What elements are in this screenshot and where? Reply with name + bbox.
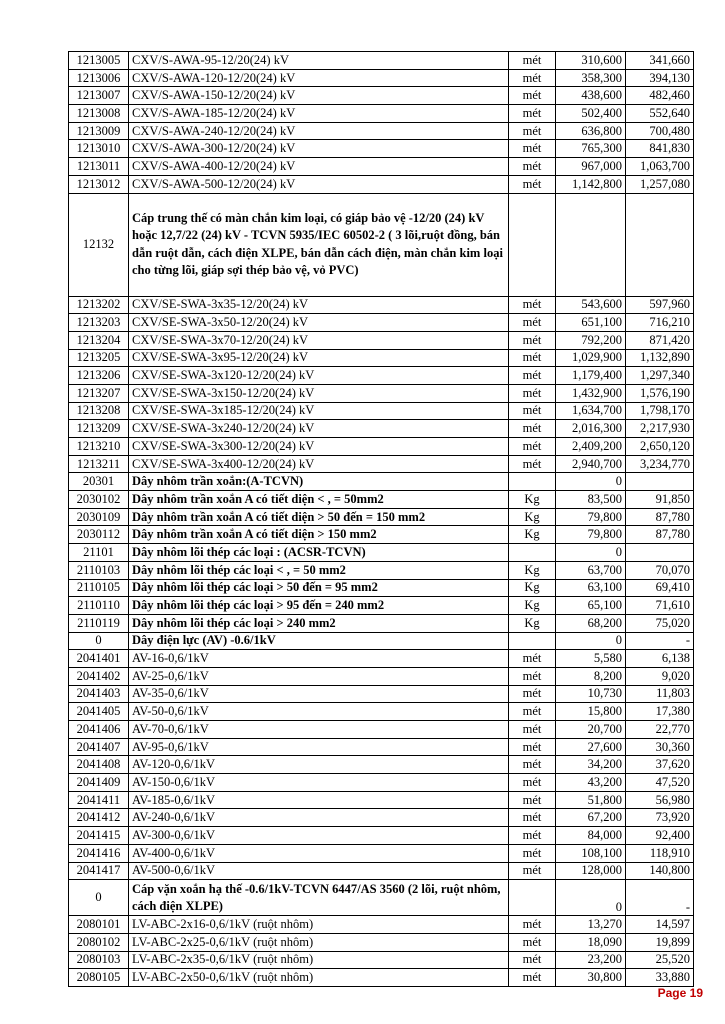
- unit-cell: mét: [509, 827, 556, 845]
- unit-cell: mét: [509, 685, 556, 703]
- unit-cell: mét: [509, 314, 556, 332]
- price-after-tax-cell: [626, 473, 694, 491]
- price-after-tax-cell: 87,780: [626, 508, 694, 526]
- price-before-tax-cell: 83,500: [556, 491, 626, 509]
- price-after-tax-cell: 30,360: [626, 738, 694, 756]
- item-name-cell: CXV/SE-SWA-3x50-12/20(24) kV: [129, 314, 509, 332]
- unit-cell: mét: [509, 105, 556, 123]
- item-name-cell: CXV/S-AWA-150-12/20(24) kV: [129, 87, 509, 105]
- unit-cell: mét: [509, 455, 556, 473]
- price-before-tax-cell: 502,400: [556, 105, 626, 123]
- price-after-tax-cell: 37,620: [626, 756, 694, 774]
- item-name-cell: Dây nhôm trần xoắn:(A-TCVN): [129, 473, 509, 491]
- price-after-tax-cell: 70,070: [626, 561, 694, 579]
- table-row: [69, 175, 694, 193]
- price-after-tax-cell: 17,380: [626, 703, 694, 721]
- table-row: [69, 314, 694, 332]
- item-name-cell: AV-25-0,6/1kV: [129, 667, 509, 685]
- table-row: [69, 756, 694, 774]
- item-code-cell: 2030112: [69, 526, 129, 544]
- item-code-cell: 2041405: [69, 703, 129, 721]
- unit-cell: mét: [509, 738, 556, 756]
- item-name-cell: AV-240-0,6/1kV: [129, 809, 509, 827]
- unit-cell: mét: [509, 844, 556, 862]
- price-before-tax-cell: 2,409,200: [556, 438, 626, 456]
- item-name-cell: Dây nhôm lõi thép các loại > 50 đến = 95 mm2: [129, 579, 509, 597]
- item-name-cell: Dây nhôm lõi thép các loại > 95 đến = 240 mm2: [129, 597, 509, 615]
- item-code-cell: 1213010: [69, 140, 129, 158]
- item-code-cell: 2041406: [69, 721, 129, 739]
- item-name-cell: Dây nhôm trần xoắn A có tiết diện < , = 50mm2: [129, 491, 509, 509]
- item-code-cell: 1213009: [69, 122, 129, 140]
- unit-cell: [509, 544, 556, 562]
- unit-cell: mét: [509, 122, 556, 140]
- item-code-cell: 2041407: [69, 738, 129, 756]
- price-before-tax-cell: 43,200: [556, 774, 626, 792]
- item-code-cell: 1213005: [69, 52, 129, 70]
- price-after-tax-cell: 394,130: [626, 69, 694, 87]
- item-name-cell: Dây nhôm lõi thép các loại : (ACSR-TCVN): [129, 544, 509, 562]
- table-row: [69, 52, 694, 70]
- price-before-tax-cell: 23,200: [556, 951, 626, 969]
- price-after-tax-cell: -: [626, 880, 694, 916]
- price-before-tax-cell: 792,200: [556, 331, 626, 349]
- price-before-tax-cell: 0: [556, 632, 626, 650]
- price-after-tax-cell: 341,660: [626, 52, 694, 70]
- table-row: [69, 774, 694, 792]
- price-before-tax-cell: 27,600: [556, 738, 626, 756]
- price-after-tax-cell: 1,257,080: [626, 175, 694, 193]
- unit-cell: mét: [509, 384, 556, 402]
- price-before-tax-cell: 30,800: [556, 969, 626, 987]
- price-before-tax-cell: [556, 193, 626, 296]
- table-row: [69, 455, 694, 473]
- unit-cell: Kg: [509, 508, 556, 526]
- table-row: [69, 597, 694, 615]
- item-code-cell: 21101: [69, 544, 129, 562]
- price-after-tax-cell: [626, 193, 694, 296]
- item-code-cell: 2080105: [69, 969, 129, 987]
- price-before-tax-cell: 1,179,400: [556, 367, 626, 385]
- unit-cell: mét: [509, 140, 556, 158]
- price-before-tax-cell: 67,200: [556, 809, 626, 827]
- price-before-tax-cell: 0: [556, 473, 626, 491]
- item-name-cell: CXV/SE-SWA-3x35-12/20(24) kV: [129, 296, 509, 314]
- price-before-tax-cell: 651,100: [556, 314, 626, 332]
- table-row: [69, 880, 694, 916]
- price-after-tax-cell: 841,830: [626, 140, 694, 158]
- table-row: [69, 916, 694, 934]
- price-before-tax-cell: 63,100: [556, 579, 626, 597]
- item-name-cell: AV-16-0,6/1kV: [129, 650, 509, 668]
- unit-cell: Kg: [509, 614, 556, 632]
- price-table: [68, 51, 694, 987]
- unit-cell: Kg: [509, 597, 556, 615]
- price-before-tax-cell: 543,600: [556, 296, 626, 314]
- item-code-cell: 2041412: [69, 809, 129, 827]
- item-code-cell: 2110103: [69, 561, 129, 579]
- table-row: [69, 544, 694, 562]
- page-number: Page 19: [657, 986, 703, 1000]
- item-code-cell: 2110119: [69, 614, 129, 632]
- unit-cell: mét: [509, 69, 556, 87]
- item-name-cell: AV-150-0,6/1kV: [129, 774, 509, 792]
- table-row: [69, 703, 694, 721]
- price-before-tax-cell: 15,800: [556, 703, 626, 721]
- item-name-cell: AV-50-0,6/1kV: [129, 703, 509, 721]
- price-before-tax-cell: 636,800: [556, 122, 626, 140]
- unit-cell: mét: [509, 862, 556, 880]
- unit-cell: Kg: [509, 526, 556, 544]
- item-name-cell: AV-300-0,6/1kV: [129, 827, 509, 845]
- price-before-tax-cell: 79,800: [556, 508, 626, 526]
- unit-cell: mét: [509, 774, 556, 792]
- price-after-tax-cell: -: [626, 632, 694, 650]
- item-name-cell: CXV/S-AWA-95-12/20(24) kV: [129, 52, 509, 70]
- price-before-tax-cell: 358,300: [556, 69, 626, 87]
- price-after-tax-cell: 22,770: [626, 721, 694, 739]
- table-row: [69, 844, 694, 862]
- item-name-cell: LV-ABC-2x16-0,6/1kV (ruột nhôm): [129, 916, 509, 934]
- price-after-tax-cell: 69,410: [626, 579, 694, 597]
- table-row: [69, 685, 694, 703]
- unit-cell: mét: [509, 667, 556, 685]
- unit-cell: mét: [509, 791, 556, 809]
- item-name-cell: LV-ABC-2x25-0,6/1kV (ruột nhôm): [129, 933, 509, 951]
- item-name-cell: CXV/SE-SWA-3x300-12/20(24) kV: [129, 438, 509, 456]
- unit-cell: mét: [509, 331, 556, 349]
- item-code-cell: 2041408: [69, 756, 129, 774]
- item-code-cell: 2080102: [69, 933, 129, 951]
- unit-cell: mét: [509, 367, 556, 385]
- item-code-cell: 1213208: [69, 402, 129, 420]
- item-name-cell: CXV/SE-SWA-3x400-12/20(24) kV: [129, 455, 509, 473]
- unit-cell: mét: [509, 402, 556, 420]
- price-before-tax-cell: 13,270: [556, 916, 626, 934]
- table-row: [69, 862, 694, 880]
- unit-cell: [509, 473, 556, 491]
- price-after-tax-cell: 3,234,770: [626, 455, 694, 473]
- item-code-cell: 12132: [69, 193, 129, 296]
- price-after-tax-cell: 6,138: [626, 650, 694, 668]
- price-before-tax-cell: 128,000: [556, 862, 626, 880]
- table-row: [69, 526, 694, 544]
- price-before-tax-cell: 2,016,300: [556, 420, 626, 438]
- price-after-tax-cell: 716,210: [626, 314, 694, 332]
- table-row: [69, 69, 694, 87]
- price-after-tax-cell: 552,640: [626, 105, 694, 123]
- table-row: [69, 614, 694, 632]
- table-row: [69, 87, 694, 105]
- price-after-tax-cell: 73,920: [626, 809, 694, 827]
- table-row: [69, 367, 694, 385]
- unit-cell: mét: [509, 969, 556, 987]
- item-name-cell: CXV/S-AWA-300-12/20(24) kV: [129, 140, 509, 158]
- table-row: [69, 420, 694, 438]
- price-before-tax-cell: 1,029,900: [556, 349, 626, 367]
- price-after-tax-cell: 1,063,700: [626, 158, 694, 176]
- price-before-tax-cell: 18,090: [556, 933, 626, 951]
- item-code-cell: 1213209: [69, 420, 129, 438]
- price-before-tax-cell: 967,000: [556, 158, 626, 176]
- price-after-tax-cell: 25,520: [626, 951, 694, 969]
- item-code-cell: 0: [69, 632, 129, 650]
- table-row: [69, 158, 694, 176]
- item-name-cell: AV-400-0,6/1kV: [129, 844, 509, 862]
- unit-cell: mét: [509, 933, 556, 951]
- price-before-tax-cell: 438,600: [556, 87, 626, 105]
- item-code-cell: 2041416: [69, 844, 129, 862]
- item-code-cell: 2041409: [69, 774, 129, 792]
- item-code-cell: 1213008: [69, 105, 129, 123]
- price-before-tax-cell: 765,300: [556, 140, 626, 158]
- price-before-tax-cell: 108,100: [556, 844, 626, 862]
- item-code-cell: 1213210: [69, 438, 129, 456]
- unit-cell: mét: [509, 87, 556, 105]
- table-row: [69, 193, 694, 296]
- price-after-tax-cell: 14,597: [626, 916, 694, 934]
- unit-cell: mét: [509, 809, 556, 827]
- item-name-cell: AV-35-0,6/1kV: [129, 685, 509, 703]
- price-before-tax-cell: 1,142,800: [556, 175, 626, 193]
- item-code-cell: 2041411: [69, 791, 129, 809]
- item-name-cell: CXV/S-AWA-400-12/20(24) kV: [129, 158, 509, 176]
- item-code-cell: 2041403: [69, 685, 129, 703]
- price-before-tax-cell: 20,700: [556, 721, 626, 739]
- price-before-tax-cell: 0: [556, 544, 626, 562]
- unit-cell: [509, 880, 556, 916]
- unit-cell: mét: [509, 721, 556, 739]
- table-row: [69, 579, 694, 597]
- price-after-tax-cell: 75,020: [626, 614, 694, 632]
- table-row: [69, 632, 694, 650]
- unit-cell: [509, 632, 556, 650]
- unit-cell: mét: [509, 52, 556, 70]
- table-row: [69, 491, 694, 509]
- table-row: [69, 791, 694, 809]
- item-code-cell: 1213206: [69, 367, 129, 385]
- price-after-tax-cell: 482,460: [626, 87, 694, 105]
- table-row: [69, 331, 694, 349]
- item-name-cell: CXV/SE-SWA-3x185-12/20(24) kV: [129, 402, 509, 420]
- item-code-cell: 1213207: [69, 384, 129, 402]
- table-row: [69, 384, 694, 402]
- price-after-tax-cell: 140,800: [626, 862, 694, 880]
- price-after-tax-cell: [626, 544, 694, 562]
- item-name-cell: CXV/S-AWA-240-12/20(24) kV: [129, 122, 509, 140]
- table-row: [69, 296, 694, 314]
- price-before-tax-cell: 0: [556, 880, 626, 916]
- table-row: [69, 809, 694, 827]
- item-code-cell: 2080103: [69, 951, 129, 969]
- table-row: [69, 105, 694, 123]
- item-code-cell: 1213007: [69, 87, 129, 105]
- price-after-tax-cell: 87,780: [626, 526, 694, 544]
- item-code-cell: 1213211: [69, 455, 129, 473]
- price-before-tax-cell: 5,580: [556, 650, 626, 668]
- item-name-cell: AV-70-0,6/1kV: [129, 721, 509, 739]
- price-before-tax-cell: 51,800: [556, 791, 626, 809]
- item-code-cell: 2030102: [69, 491, 129, 509]
- item-name-cell: Cáp trung thế có màn chắn kim loại, có giáp bảo vệ -12/20 (24) kV hoặc 12,7/22 (24) kV - TCVN 5935/IEC 60502-2 ( 3 lõi,ruột đồng, bán dẫn ruột dẫn, cách điện XLPE, bán dẫn cách điện, màn chắn kim loại cho từng lõi, giáp sợi thép bảo vệ, vỏ PVC): [129, 193, 509, 296]
- price-after-tax-cell: 700,480: [626, 122, 694, 140]
- item-name-cell: CXV/SE-SWA-3x150-12/20(24) kV: [129, 384, 509, 402]
- item-name-cell: AV-95-0,6/1kV: [129, 738, 509, 756]
- table-row: [69, 473, 694, 491]
- price-after-tax-cell: 871,420: [626, 331, 694, 349]
- item-code-cell: 1213205: [69, 349, 129, 367]
- table-row: [69, 140, 694, 158]
- price-before-tax-cell: 1,432,900: [556, 384, 626, 402]
- item-code-cell: 1213011: [69, 158, 129, 176]
- price-after-tax-cell: 2,217,930: [626, 420, 694, 438]
- item-code-cell: 2110110: [69, 597, 129, 615]
- table-row: [69, 969, 694, 987]
- price-after-tax-cell: 2,650,120: [626, 438, 694, 456]
- price-before-tax-cell: 34,200: [556, 756, 626, 774]
- item-code-cell: 2041417: [69, 862, 129, 880]
- item-name-cell: CXV/SE-SWA-3x70-12/20(24) kV: [129, 331, 509, 349]
- unit-cell: mét: [509, 158, 556, 176]
- item-name-cell: AV-120-0,6/1kV: [129, 756, 509, 774]
- item-code-cell: 2030109: [69, 508, 129, 526]
- price-after-tax-cell: 92,400: [626, 827, 694, 845]
- item-name-cell: CXV/S-AWA-500-12/20(24) kV: [129, 175, 509, 193]
- price-before-tax-cell: 84,000: [556, 827, 626, 845]
- table-row: [69, 721, 694, 739]
- price-after-tax-cell: 56,980: [626, 791, 694, 809]
- table-row: [69, 438, 694, 456]
- item-code-cell: 2080101: [69, 916, 129, 934]
- unit-cell: Kg: [509, 579, 556, 597]
- item-name-cell: Dây nhôm trần xoắn A có tiết diện > 150 mm2: [129, 526, 509, 544]
- unit-cell: mét: [509, 296, 556, 314]
- price-before-tax-cell: 65,100: [556, 597, 626, 615]
- item-name-cell: Dây nhôm trần xoắn A có tiết diện > 50 đến = 150 mm2: [129, 508, 509, 526]
- item-name-cell: LV-ABC-2x35-0,6/1kV (ruột nhôm): [129, 951, 509, 969]
- item-name-cell: LV-ABC-2x50-0,6/1kV (ruột nhôm): [129, 969, 509, 987]
- price-after-tax-cell: 33,880: [626, 969, 694, 987]
- price-after-tax-cell: 1,132,890: [626, 349, 694, 367]
- item-code-cell: 2041415: [69, 827, 129, 845]
- item-name-cell: Cáp vặn xoắn hạ thế -0.6/1kV-TCVN 6447/AS 3560 (2 lõi, ruột nhôm, cách điện XLPE): [129, 880, 509, 916]
- unit-cell: mét: [509, 175, 556, 193]
- price-after-tax-cell: 71,610: [626, 597, 694, 615]
- table-row: [69, 508, 694, 526]
- item-code-cell: 1213204: [69, 331, 129, 349]
- unit-cell: mét: [509, 951, 556, 969]
- item-name-cell: CXV/SE-SWA-3x95-12/20(24) kV: [129, 349, 509, 367]
- item-code-cell: 1213006: [69, 69, 129, 87]
- table-row: [69, 738, 694, 756]
- price-after-tax-cell: 1,297,340: [626, 367, 694, 385]
- item-code-cell: 0: [69, 880, 129, 916]
- price-before-tax-cell: 68,200: [556, 614, 626, 632]
- unit-cell: mét: [509, 438, 556, 456]
- item-name-cell: AV-185-0,6/1kV: [129, 791, 509, 809]
- unit-cell: Kg: [509, 561, 556, 579]
- price-before-tax-cell: 2,940,700: [556, 455, 626, 473]
- item-name-cell: CXV/SE-SWA-3x240-12/20(24) kV: [129, 420, 509, 438]
- item-name-cell: CXV/S-AWA-185-12/20(24) kV: [129, 105, 509, 123]
- table-row: [69, 561, 694, 579]
- table-row: [69, 122, 694, 140]
- unit-cell: Kg: [509, 491, 556, 509]
- table-row: [69, 667, 694, 685]
- item-name-cell: CXV/SE-SWA-3x120-12/20(24) kV: [129, 367, 509, 385]
- unit-cell: [509, 193, 556, 296]
- table-row: [69, 951, 694, 969]
- unit-cell: mét: [509, 650, 556, 668]
- item-name-cell: CXV/S-AWA-120-12/20(24) kV: [129, 69, 509, 87]
- price-before-tax-cell: 1,634,700: [556, 402, 626, 420]
- unit-cell: mét: [509, 703, 556, 721]
- item-code-cell: 1213202: [69, 296, 129, 314]
- price-before-tax-cell: 63,700: [556, 561, 626, 579]
- table-row: [69, 827, 694, 845]
- table-row: [69, 933, 694, 951]
- price-after-tax-cell: 597,960: [626, 296, 694, 314]
- price-before-tax-cell: 310,600: [556, 52, 626, 70]
- unit-cell: mét: [509, 756, 556, 774]
- price-after-tax-cell: 9,020: [626, 667, 694, 685]
- table-row: [69, 650, 694, 668]
- price-after-tax-cell: 11,803: [626, 685, 694, 703]
- price-before-tax-cell: 10,730: [556, 685, 626, 703]
- item-code-cell: 1213012: [69, 175, 129, 193]
- price-after-tax-cell: 1,798,170: [626, 402, 694, 420]
- price-after-tax-cell: 19,899: [626, 933, 694, 951]
- price-after-tax-cell: 1,576,190: [626, 384, 694, 402]
- item-name-cell: Dây nhôm lõi thép các loại < , = 50 mm2: [129, 561, 509, 579]
- unit-cell: mét: [509, 916, 556, 934]
- table-row: [69, 402, 694, 420]
- price-before-tax-cell: 79,800: [556, 526, 626, 544]
- item-code-cell: 20301: [69, 473, 129, 491]
- item-code-cell: 2041402: [69, 667, 129, 685]
- unit-cell: mét: [509, 420, 556, 438]
- unit-cell: mét: [509, 349, 556, 367]
- price-after-tax-cell: 47,520: [626, 774, 694, 792]
- item-name-cell: Dây nhôm lõi thép các loại > 240 mm2: [129, 614, 509, 632]
- item-name-cell: AV-500-0,6/1kV: [129, 862, 509, 880]
- item-code-cell: 1213203: [69, 314, 129, 332]
- item-code-cell: 2041401: [69, 650, 129, 668]
- price-before-tax-cell: 8,200: [556, 667, 626, 685]
- price-table-body: [69, 52, 694, 987]
- item-code-cell: 2110105: [69, 579, 129, 597]
- item-name-cell: Dây điện lực (AV) -0.6/1kV: [129, 632, 509, 650]
- table-row: [69, 349, 694, 367]
- price-after-tax-cell: 91,850: [626, 491, 694, 509]
- price-after-tax-cell: 118,910: [626, 844, 694, 862]
